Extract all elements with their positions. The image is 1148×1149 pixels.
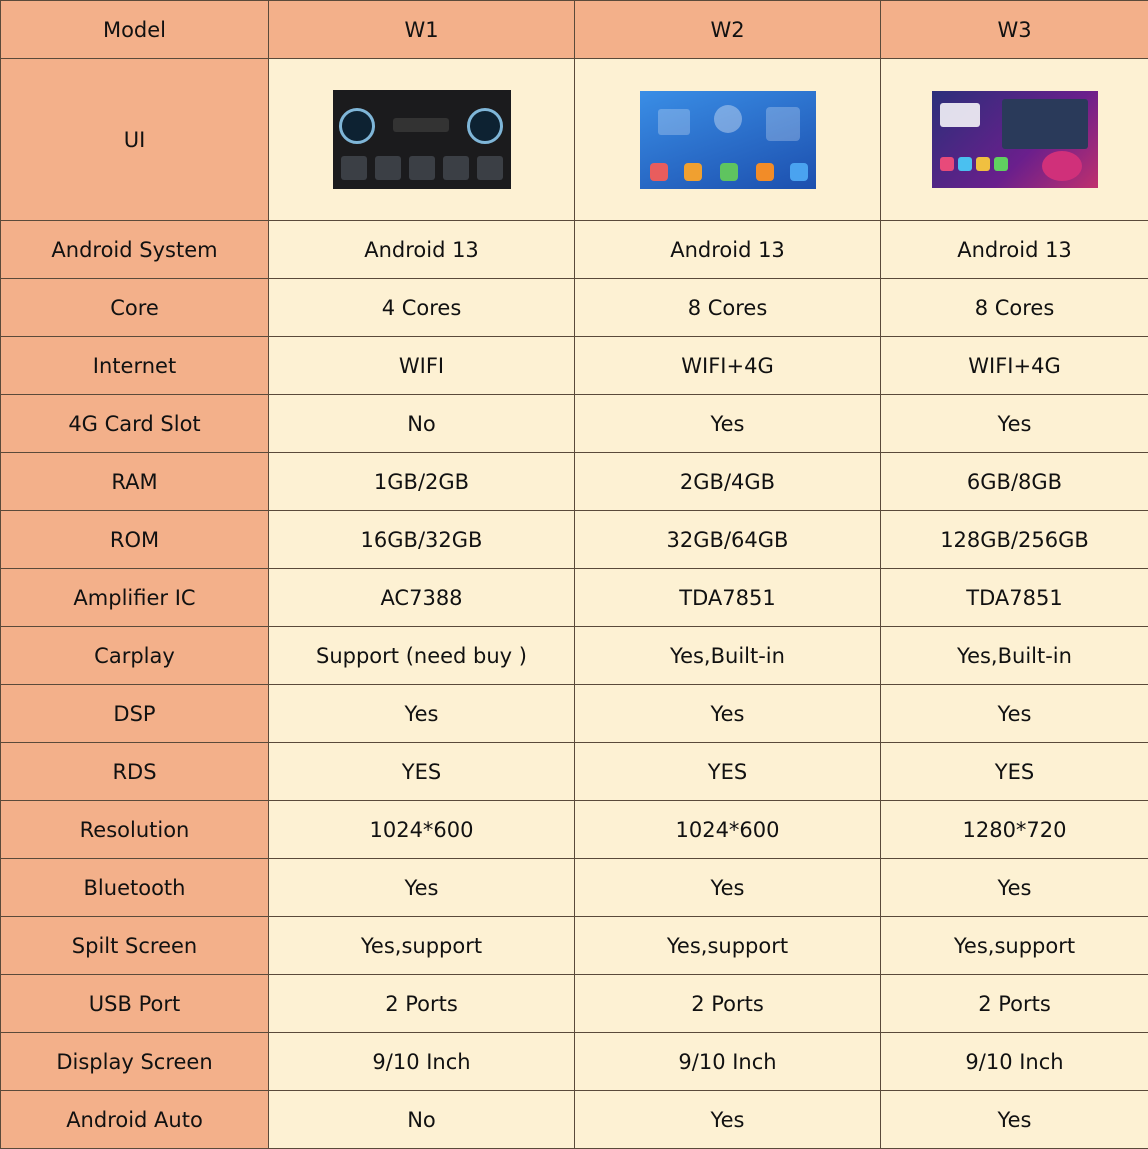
- row-value-w3: TDA7851: [881, 569, 1148, 627]
- row-value-w3: Yes: [881, 1091, 1148, 1149]
- row-label: Core: [1, 279, 269, 337]
- row-label: Spilt Screen: [1, 917, 269, 975]
- spec-row: [1, 221, 1148, 279]
- row-value-w2: TDA7851: [575, 569, 881, 627]
- row-value-w3: Yes,Built-in: [881, 627, 1148, 685]
- w3-ui-screenshot: [932, 91, 1098, 188]
- row-value-w2: Yes,Built-in: [575, 627, 881, 685]
- row-label: UI: [1, 59, 269, 221]
- row-value-w1: Yes: [269, 685, 575, 743]
- row-value-w2: WIFI+4G: [575, 337, 881, 395]
- row-label: Bluetooth: [1, 859, 269, 917]
- row-value-w1: Yes,support: [269, 917, 575, 975]
- row-label: RDS: [1, 743, 269, 801]
- w1-ui-screenshot: [333, 90, 511, 189]
- row-value-w2: Android 13: [575, 221, 881, 279]
- spec-row: [1, 917, 1148, 975]
- row-value-w2: Yes: [575, 395, 881, 453]
- spec-row: [1, 859, 1148, 917]
- row-value-w3: 2 Ports: [881, 975, 1148, 1033]
- row-label: DSP: [1, 685, 269, 743]
- row-value-w2: 1024*600: [575, 801, 881, 859]
- row-value-w3: Yes,support: [881, 917, 1148, 975]
- row-value-w3: 9/10 Inch: [881, 1033, 1148, 1091]
- row-value-w1: 1024*600: [269, 801, 575, 859]
- ui-thumbnail-cell-w3: [881, 59, 1148, 221]
- spec-row: [1, 975, 1148, 1033]
- row-label: Carplay: [1, 627, 269, 685]
- row-value-w1: 4 Cores: [269, 279, 575, 337]
- row-value-w1: No: [269, 1091, 575, 1149]
- row-value-w2: Yes: [575, 1091, 881, 1149]
- row-value-w1: 2 Ports: [269, 975, 575, 1033]
- row-label: Internet: [1, 337, 269, 395]
- row-value-w3: WIFI+4G: [881, 337, 1148, 395]
- ui-thumbnail-cell-w1: [269, 59, 575, 221]
- row-value-w3: Yes: [881, 859, 1148, 917]
- row-value-w1: Android 13: [269, 221, 575, 279]
- row-value-w1: No: [269, 395, 575, 453]
- row-value-w3: 8 Cores: [881, 279, 1148, 337]
- row-label: USB Port: [1, 975, 269, 1033]
- row-value-w2: Yes: [575, 859, 881, 917]
- row-value-w1: AC7388: [269, 569, 575, 627]
- row-value-w3: 128GB/256GB: [881, 511, 1148, 569]
- row-label: Android Auto: [1, 1091, 269, 1149]
- row-value-w1: Support (need buy ): [269, 627, 575, 685]
- row-value-w1: YES: [269, 743, 575, 801]
- spec-row: [1, 685, 1148, 743]
- row-value-w3: YES: [881, 743, 1148, 801]
- ui-thumbnail-cell-w2: [575, 59, 881, 221]
- row-value-w2: 8 Cores: [575, 279, 881, 337]
- row-label: Android System: [1, 221, 269, 279]
- row-value-w2: YES: [575, 743, 881, 801]
- row-label: Display Screen: [1, 1033, 269, 1091]
- row-value-w2: 2GB/4GB: [575, 453, 881, 511]
- header-model-w2: W2: [575, 1, 881, 59]
- spec-row: [1, 569, 1148, 627]
- row-value-w3: 6GB/8GB: [881, 453, 1148, 511]
- spec-row: [1, 395, 1148, 453]
- spec-row: [1, 279, 1148, 337]
- header-model-w3: W3: [881, 1, 1148, 59]
- row-value-w2: Yes: [575, 685, 881, 743]
- row-label: RAM: [1, 453, 269, 511]
- row-label: ROM: [1, 511, 269, 569]
- row-label: 4G Card Slot: [1, 395, 269, 453]
- row-value-w1: 9/10 Inch: [269, 1033, 575, 1091]
- spec-row: [1, 743, 1148, 801]
- spec-row: [1, 337, 1148, 395]
- spec-row: [1, 511, 1148, 569]
- row-label: Resolution: [1, 801, 269, 859]
- header-model-w1: W1: [269, 1, 575, 59]
- row-value-w3: Yes: [881, 395, 1148, 453]
- row-value-w2: 32GB/64GB: [575, 511, 881, 569]
- row-value-w2: Yes,support: [575, 917, 881, 975]
- row-value-w3: 1280*720: [881, 801, 1148, 859]
- row-label: Amplifier IC: [1, 569, 269, 627]
- row-value-w1: WIFI: [269, 337, 575, 395]
- header-row: [1, 1, 1148, 59]
- row-value-w1: 1GB/2GB: [269, 453, 575, 511]
- row-value-w2: 9/10 Inch: [575, 1033, 881, 1091]
- spec-row: [1, 1033, 1148, 1091]
- spec-row: [1, 453, 1148, 511]
- spec-row: [1, 1091, 1148, 1149]
- row-value-w3: Yes: [881, 685, 1148, 743]
- ui-row: [1, 59, 1148, 221]
- header-model-label: Model: [1, 1, 269, 59]
- row-value-w3: Android 13: [881, 221, 1148, 279]
- row-value-w1: 16GB/32GB: [269, 511, 575, 569]
- row-value-w1: Yes: [269, 859, 575, 917]
- w2-ui-screenshot: [640, 91, 816, 189]
- spec-row: [1, 801, 1148, 859]
- row-value-w2: 2 Ports: [575, 975, 881, 1033]
- spec-row: [1, 627, 1148, 685]
